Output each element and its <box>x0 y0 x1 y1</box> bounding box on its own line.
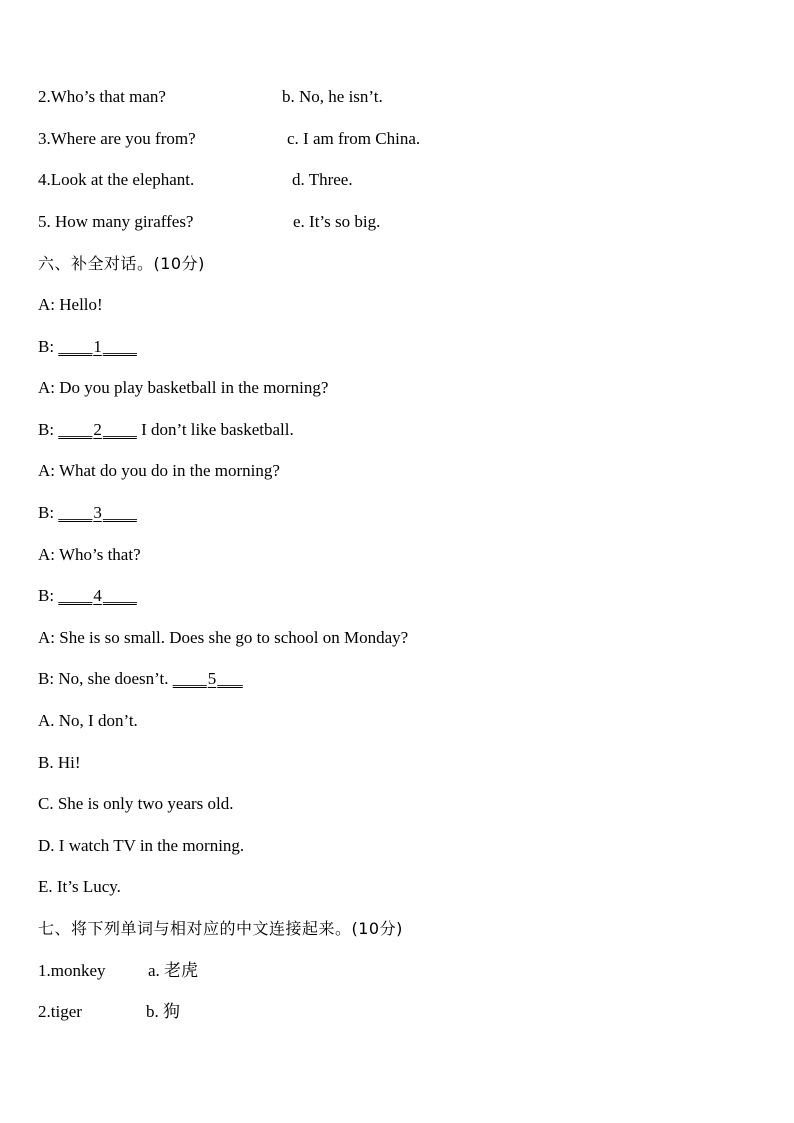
matching-row <box>38 129 196 151</box>
word-row <box>38 1002 82 1024</box>
matching-row <box>38 87 166 109</box>
answer-blank-2[interactable]: ____2____ <box>58 420 137 439</box>
dialogue-line <box>38 337 137 359</box>
answer-blank-3[interactable]: ____3____ <box>58 503 137 522</box>
speaker-label: B: <box>38 669 55 688</box>
speaker-label: A: <box>38 295 55 314</box>
dialogue-line <box>38 420 294 442</box>
answer-blank-4[interactable]: ____4____ <box>58 586 137 605</box>
dialogue-line <box>38 378 328 400</box>
dialogue-text: She is so small. Does she go to school on Monday? <box>59 628 409 647</box>
english-word: 2.tiger <box>38 1002 82 1021</box>
answer-blank-5[interactable]: ____5___ <box>172 669 243 688</box>
matching-question: 4.Look at the elephant. <box>38 170 195 189</box>
english-word: 1.monkey <box>38 961 106 980</box>
matching-answer: d. Three. <box>292 170 353 189</box>
matching-question: 5. How many giraffes? <box>38 212 194 231</box>
speaker-label: B: <box>38 420 55 439</box>
dialogue-line <box>38 295 103 317</box>
matching-question: 3.Where are you from? <box>38 129 196 148</box>
dialogue-line <box>38 586 137 608</box>
speaker-label: B: <box>38 586 55 605</box>
matching-answer: b. No, he isn’t. <box>282 87 383 106</box>
matching-question: 2.Who’s that man? <box>38 87 166 106</box>
dialogue-line <box>38 545 141 567</box>
speaker-label: A: <box>38 628 55 647</box>
matching-answer: e. It’s so big. <box>293 212 381 231</box>
section-6-title: 六、补全对话。(10分) <box>38 254 205 273</box>
matching-answer: c. I am from China. <box>287 129 421 148</box>
chinese-word: a. 老虎 <box>148 961 199 980</box>
word-row <box>38 961 106 983</box>
dialogue-text: Hello! <box>59 295 103 314</box>
dialogue-text: Who’s that? <box>58 545 141 564</box>
option-item: D. I watch TV in the morning. <box>38 836 245 855</box>
dialogue-line <box>38 503 137 525</box>
option-item: C. She is only two years old. <box>38 794 234 813</box>
dialogue-text: Do you play basketball in the morning? <box>59 378 329 397</box>
answer-blank-1[interactable]: ____1____ <box>58 337 137 356</box>
dialogue-text: No, she doesn’t. <box>58 669 169 688</box>
speaker-label: B: <box>38 337 55 356</box>
option-item: B. Hi! <box>38 753 81 772</box>
dialogue-line <box>38 669 243 691</box>
option-item: E. It’s Lucy. <box>38 877 121 896</box>
option-item: A. No, I don’t. <box>38 711 138 730</box>
speaker-label: A: <box>38 461 55 480</box>
matching-row <box>38 212 193 234</box>
dialogue-text: What do you do in the morning? <box>58 461 280 480</box>
dialogue-line <box>38 461 280 483</box>
speaker-label: B: <box>38 503 55 522</box>
speaker-label: A: <box>38 545 55 564</box>
matching-row <box>38 170 194 192</box>
chinese-word: b. 狗 <box>146 1002 180 1021</box>
section-7-title: 七、将下列单词与相对应的中文连接起来。(10分) <box>38 919 403 938</box>
dialogue-line <box>38 628 408 650</box>
speaker-label: A: <box>38 378 55 397</box>
dialogue-text: I don’t like basketball. <box>136 420 294 439</box>
